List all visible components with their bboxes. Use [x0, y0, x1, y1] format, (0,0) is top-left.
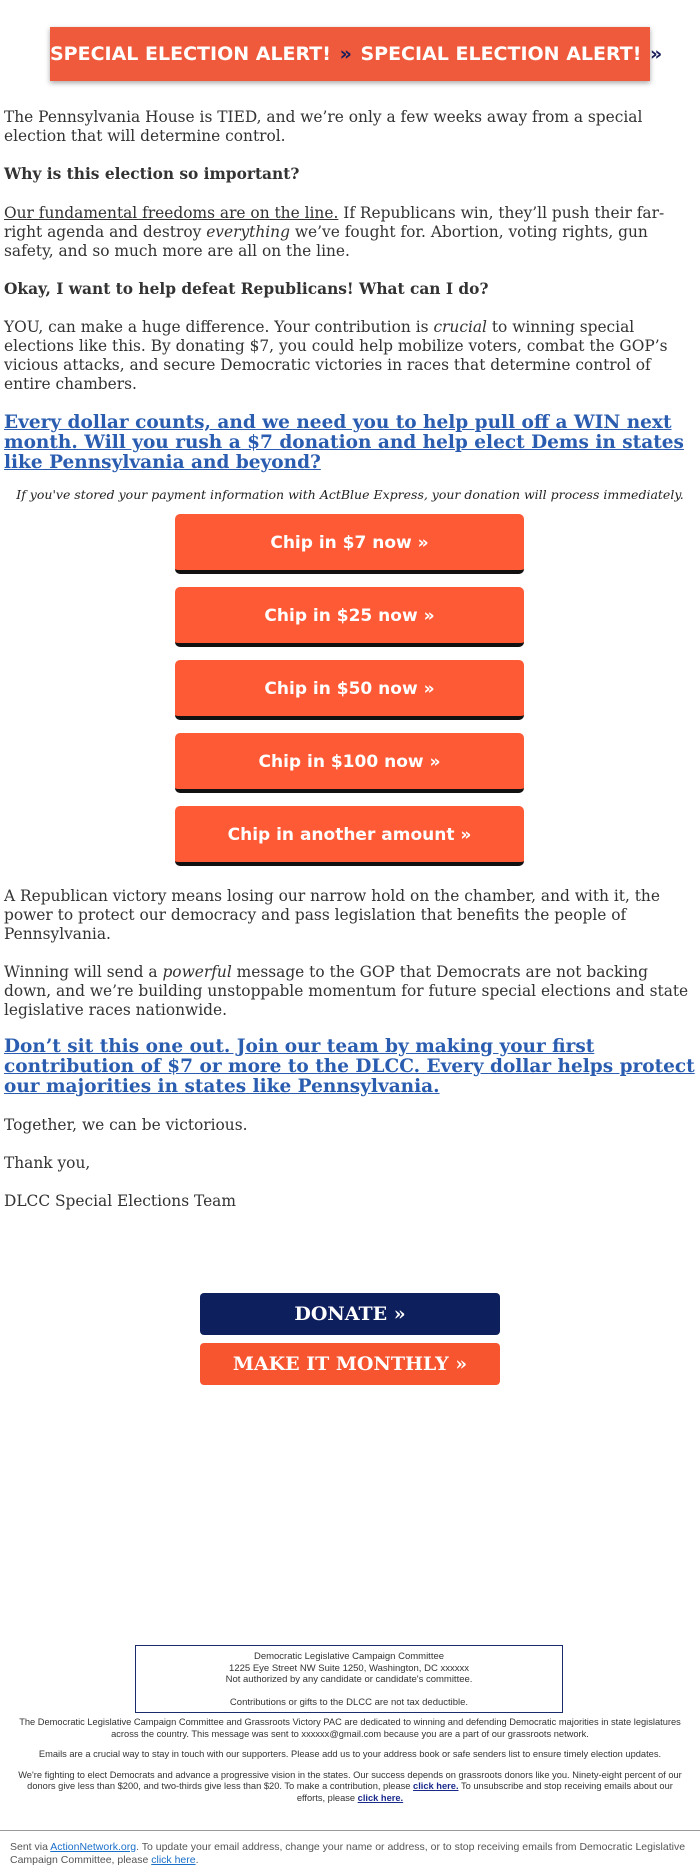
chip-in-other-amount-button[interactable]: Chip in another amount »	[175, 806, 524, 866]
emphasis: crucial	[433, 318, 487, 336]
footer-fine-print: The Democratic Legislative Campaign Committee and Grassroots Victory PAC are dedicated to winning and defending Democratic majorities in state legislatures across the country. This message was sent to xxxxxx@gmail.com because you are a part of our grassroots network.	[19, 1717, 681, 1739]
authorization-note: Not authorized by any candidate or candidate's committee.	[225, 1674, 473, 1685]
actionnetwork-link[interactable]: ActionNetwork.org	[50, 1841, 137, 1853]
emphasis: everything	[206, 223, 290, 241]
text: We're fighting to elect Democrats and advance a progressive vision in the states. Our success depends on grassroots donors like you. Ninety-eight percent of our donors give less than $200, and two-thirds give less than $20. To make a contribution, please	[18, 1769, 682, 1791]
text: . To update your email address, change your name or address, or to stop receiving emails from Democratic Legislative Campaign Committee, please	[10, 1841, 686, 1866]
cta-buttons	[0, 1293, 700, 1385]
footer-fine-print	[0, 1770, 700, 1805]
text: to winning special elections like this. By donating $7, you could help mobilize voters, combat the GOP’s vicious attacks, and secure Democratic victories in races that determine control of entire chambers.	[4, 318, 668, 393]
text: YOU, can make a huge difference. Your contribution is	[4, 318, 434, 336]
email-body	[0, 27, 700, 1867]
chevron-right-icon: »	[650, 43, 663, 65]
manage-subscription-link[interactable]: click here	[151, 1854, 196, 1866]
text: .	[195, 1854, 199, 1866]
special-election-alert-banner[interactable]	[50, 27, 663, 81]
heading-why-important: Why is this election so important?	[4, 165, 300, 183]
contribute-link[interactable]: click here.	[413, 1781, 459, 1791]
footer-fine-print: Emails are a crucial way to stay in touch with our supporters. Please add us to your address book or safe senders list to ensure timely election updates.	[38, 1749, 662, 1759]
donate-link-bottom[interactable]: Don’t sit this one out. Join our team by making your first contribution of $7 or more to the DLCC. Every dollar helps protect our majorities in states like Pennsylvania.	[4, 1036, 695, 1097]
underlined-text: Our fundamental freedoms are on the line.	[4, 204, 339, 222]
disclaimer-box	[135, 1645, 563, 1713]
footer	[0, 1645, 700, 1867]
paragraph	[4, 963, 696, 1020]
signature: DLCC Special Elections Team	[4, 1192, 236, 1210]
text: Sent via	[10, 1841, 51, 1853]
sent-via-footer	[0, 1830, 700, 1867]
make-it-monthly-button[interactable]: MAKE IT MONTHLY »	[200, 1343, 500, 1385]
heading-what-can-i-do: Okay, I want to help defeat Republicans! What can I do?	[4, 280, 489, 298]
emphasis: powerful	[162, 963, 232, 981]
paragraph: Together, we can be victorious.	[4, 1116, 248, 1134]
chip-in-25-button[interactable]: Chip in $25 now »	[175, 587, 524, 647]
org-name: Democratic Legislative Campaign Committee	[253, 1651, 445, 1662]
chip-in-7-button[interactable]: Chip in $7 now »	[175, 514, 524, 574]
paragraph: A Republican victory means losing our narrow hold on the chamber, and with it, the power to protect our democracy and pass legislation that benefits the people of Pennsylvania.	[4, 887, 660, 943]
text: we’ve fought for. Abortion, voting rights, gun safety, and so much more are all on the line.	[4, 223, 648, 260]
paragraph	[4, 318, 696, 394]
text: If Republicans win, they’ll push their far-right agenda and destroy	[4, 204, 665, 241]
donation-buttons	[0, 514, 700, 866]
donate-button[interactable]: DONATE »	[200, 1293, 500, 1335]
message-content	[0, 108, 700, 504]
paragraph: The Pennsylvania House is TIED, and we’re only a few weeks away from a special election that will determine control.	[4, 108, 643, 145]
paragraph	[4, 204, 696, 261]
donate-link-top[interactable]: Every dollar counts, and we need you to help pull off a WIN next month. Will you rush a $7 donation and help elect Dems in states like Pennsylvania and beyond?	[4, 412, 684, 473]
banner-text: SPECIAL ELECTION ALERT!	[50, 43, 331, 65]
chevron-right-icon: »	[339, 43, 352, 65]
banner-text: SPECIAL ELECTION ALERT!	[360, 43, 642, 65]
actblue-express-note: If you've stored your payment information with ActBlue Express, your donation will process immediately.	[16, 487, 684, 502]
text: message to the GOP that Democrats are not backing down, and we’re building unstoppable momentum for future special elections and state legislative races nationwide.	[4, 963, 689, 1019]
org-address: 1225 Eye Street NW Suite 1250, Washington, DC xxxxxx	[229, 1662, 469, 1674]
chip-in-50-button[interactable]: Chip in $50 now »	[175, 660, 524, 720]
tax-note: Contributions or gifts to the DLCC are not tax deductible.	[229, 1696, 469, 1708]
paragraph: Thank you,	[4, 1154, 91, 1172]
unsubscribe-link[interactable]: click here.	[357, 1792, 404, 1803]
chip-in-100-button[interactable]: Chip in $100 now »	[175, 733, 524, 793]
text: To unsubscribe and stop receiving emails about our efforts, please	[296, 1781, 673, 1803]
text: Winning will send a	[4, 963, 163, 981]
message-content-lower	[0, 887, 700, 1211]
